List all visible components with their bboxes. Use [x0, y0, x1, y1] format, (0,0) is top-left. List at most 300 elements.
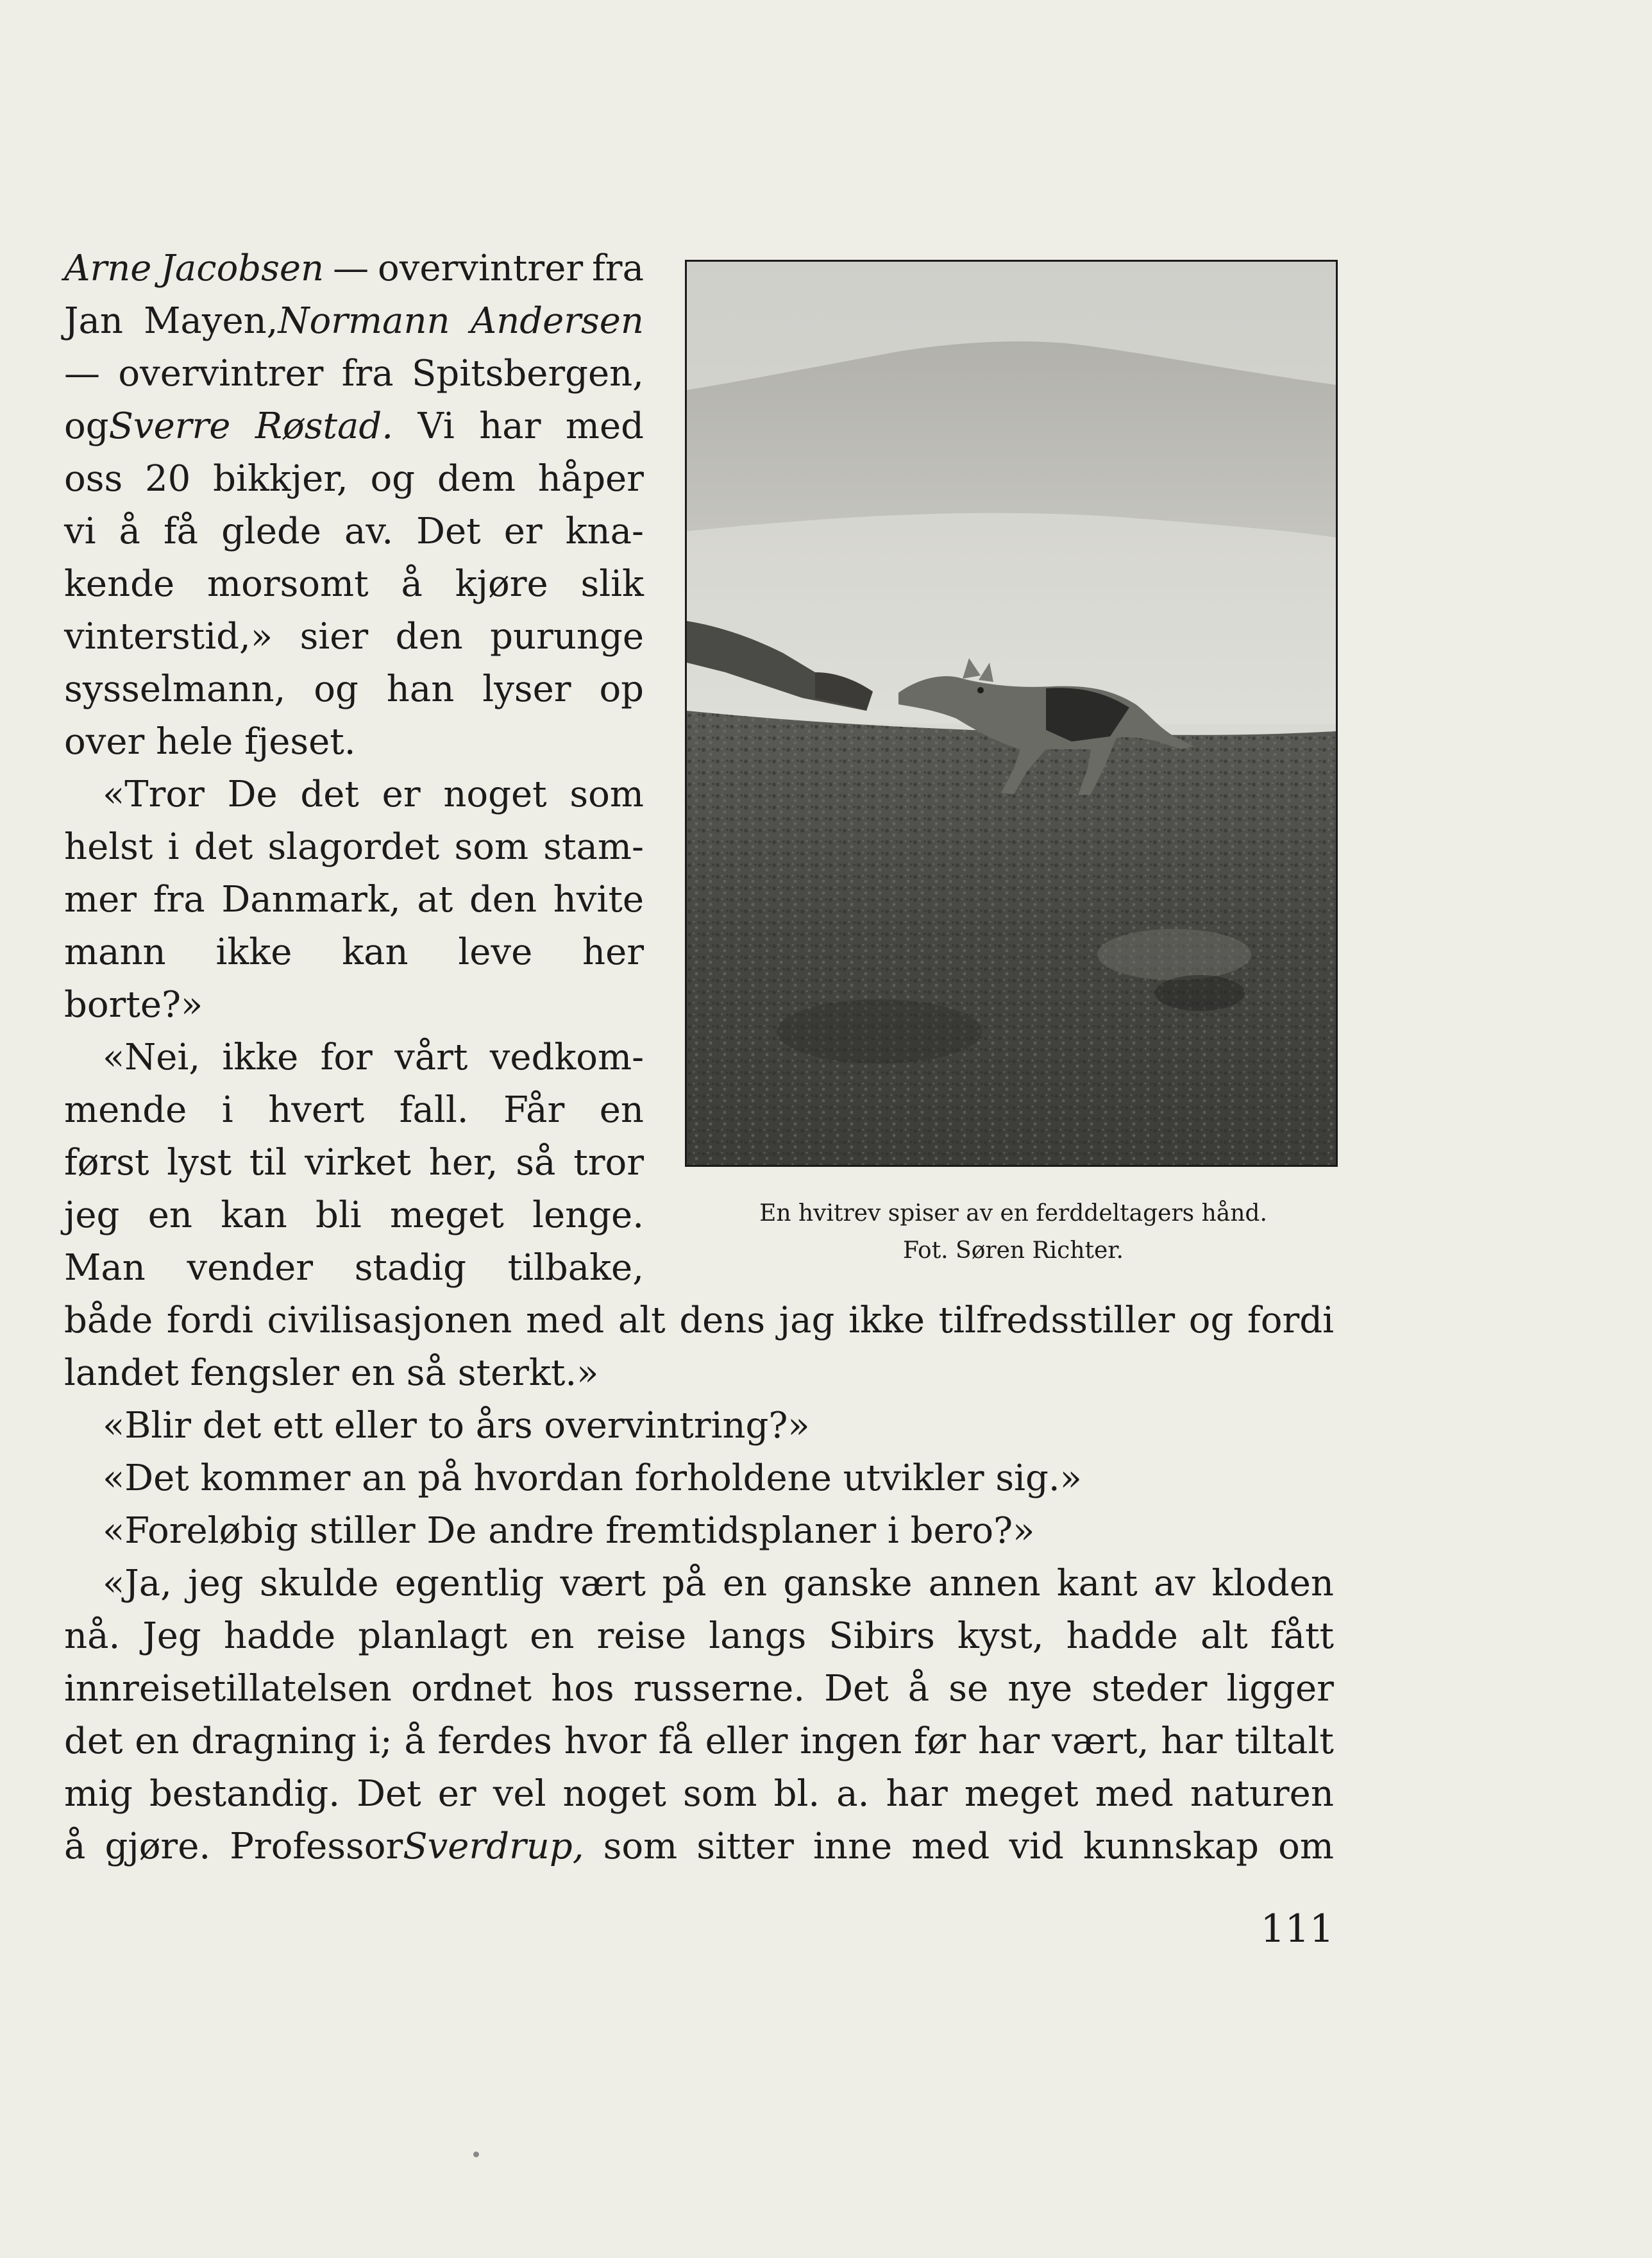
- word: [333, 242, 369, 295]
- text-run: noget: [443, 774, 547, 815]
- text-run: å: [404, 1720, 426, 1762]
- text-run: kunnskap: [1083, 1826, 1260, 1867]
- text-line: [64, 663, 644, 716]
- text-run: «Det kommer an på hvordan forholdene utvikler sig.»: [103, 1457, 1082, 1499]
- text-run: på: [662, 1563, 707, 1604]
- word: [662, 1558, 706, 1610]
- word: [659, 1715, 693, 1768]
- word: [188, 1558, 243, 1610]
- text-run: Jeg: [142, 1615, 201, 1657]
- text-line: [103, 1505, 1372, 1558]
- text-run: landet fengsler en så sterkt.»: [64, 1352, 599, 1394]
- word: [342, 348, 394, 400]
- text-run: vært: [560, 1563, 646, 1604]
- word: [153, 874, 205, 926]
- text-run: å: [907, 1668, 930, 1710]
- text-run: «Tror: [103, 774, 205, 815]
- text-run: bli: [316, 1194, 362, 1236]
- word: [543, 821, 644, 874]
- text-run: å: [64, 1826, 86, 1867]
- word: [119, 505, 140, 558]
- text-run: få: [163, 511, 199, 552]
- word: [566, 400, 644, 453]
- text-run: virket: [305, 1142, 411, 1184]
- word: [443, 768, 546, 821]
- text-run: egentlig: [394, 1563, 544, 1604]
- text-line: [64, 1137, 644, 1189]
- word: [836, 1768, 869, 1821]
- text-run: «Ja,: [103, 1563, 172, 1604]
- text-run: her: [582, 931, 644, 973]
- text-run: er: [382, 774, 421, 815]
- word: [103, 1031, 200, 1084]
- word: [268, 1084, 364, 1137]
- text-run: hvite: [553, 879, 644, 921]
- word: [358, 1610, 507, 1663]
- word: [490, 1031, 644, 1084]
- text-run: er: [503, 511, 543, 552]
- word: [64, 348, 100, 400]
- text-run: «Nei,: [103, 1037, 201, 1078]
- text-run: annen: [928, 1563, 1041, 1604]
- word: [683, 1768, 757, 1821]
- italic-name: Sverre: [108, 405, 231, 447]
- text-run: som: [682, 1773, 757, 1815]
- word: [566, 505, 644, 558]
- text-run: russerne.: [633, 1668, 805, 1710]
- word: [829, 1610, 935, 1663]
- word: [551, 1663, 614, 1715]
- word: [696, 1821, 794, 1873]
- word: [378, 242, 583, 295]
- word: [800, 1715, 902, 1768]
- word: [813, 1821, 892, 1873]
- text-run: med: [526, 1300, 605, 1341]
- text-line: [64, 1347, 1334, 1400]
- word: [412, 348, 644, 400]
- word: [167, 1295, 253, 1347]
- text-run: overvintrer: [118, 353, 324, 395]
- text-run: en: [135, 1720, 180, 1762]
- text-run: tilfredsstiller: [938, 1300, 1176, 1341]
- photo-caption: En hvitrev spiser av en ferddeltagers hånd.: [759, 1200, 1267, 1227]
- word: [848, 1295, 925, 1347]
- word: [1226, 1663, 1333, 1715]
- word: [395, 1558, 544, 1610]
- word: [1278, 1821, 1334, 1873]
- word: [382, 768, 421, 821]
- word: [64, 1821, 85, 1873]
- italic-name: Normann: [278, 300, 450, 342]
- text-run: ligger: [1226, 1668, 1334, 1710]
- text-run: i: [167, 826, 180, 868]
- text-run: mig: [64, 1773, 133, 1815]
- word: [600, 1084, 644, 1137]
- text-run: for: [320, 1037, 373, 1078]
- text-run: vender: [187, 1247, 314, 1289]
- word: [64, 926, 166, 979]
- text-line: [64, 242, 644, 295]
- word: [469, 874, 537, 926]
- photograph: [685, 260, 1338, 1167]
- text-run: med: [565, 405, 644, 447]
- text-run: Man: [64, 1247, 146, 1289]
- text-run: civilisasjonen: [267, 1300, 512, 1341]
- text-run: med: [1095, 1773, 1174, 1815]
- text-run: dens: [679, 1300, 766, 1341]
- word: [213, 453, 348, 505]
- word: [599, 663, 644, 716]
- text-run: hos: [551, 1668, 614, 1710]
- word: [530, 1610, 574, 1663]
- word: [305, 1137, 411, 1189]
- text-run: Jan: [64, 300, 123, 342]
- word: [404, 1715, 425, 1768]
- word: [316, 1189, 362, 1242]
- text-run: glede: [221, 511, 321, 552]
- word: [592, 242, 644, 295]
- text-run: det: [194, 826, 253, 868]
- word: [105, 1821, 211, 1873]
- text-line: [64, 505, 644, 558]
- word: [221, 1189, 287, 1242]
- word: [774, 1768, 820, 1821]
- text-run: Professor: [230, 1826, 403, 1867]
- word: [580, 558, 644, 611]
- word: [64, 1768, 133, 1821]
- italic-name: Jacobsen: [160, 248, 324, 289]
- text-run: meget: [964, 1773, 1079, 1815]
- text-run: mende: [64, 1089, 187, 1131]
- word: [167, 1137, 232, 1189]
- text-run: kloden: [1211, 1563, 1334, 1604]
- text-run: og: [370, 458, 416, 500]
- word: [618, 1295, 666, 1347]
- text-run: vedkom-: [489, 1037, 644, 1078]
- text-run: vinterstid,»: [64, 616, 273, 658]
- text-line: [64, 716, 644, 768]
- text-run: har: [479, 405, 541, 447]
- text-line: [103, 1400, 1372, 1452]
- word: [957, 1610, 1044, 1663]
- text-run: tiltalt: [1235, 1720, 1334, 1762]
- text-line: [64, 1295, 1334, 1347]
- text-run: over hele fjeset.: [64, 721, 356, 763]
- word: [455, 821, 529, 874]
- word: [504, 505, 543, 558]
- text-line: [64, 558, 644, 611]
- word: [168, 821, 180, 874]
- text-run: —: [64, 353, 100, 395]
- word: [965, 1768, 1079, 1821]
- word: [300, 611, 369, 663]
- text-run: planlagt: [358, 1615, 508, 1657]
- word: [538, 453, 644, 505]
- text-line: [64, 611, 644, 663]
- text-run: først: [64, 1142, 149, 1184]
- text-line: [64, 1768, 1334, 1821]
- text-line: [64, 348, 644, 400]
- text-run: gjøre.: [105, 1826, 211, 1867]
- text-run: som: [454, 826, 529, 868]
- word: [64, 558, 174, 611]
- word: [357, 1768, 421, 1821]
- text-run: Det: [416, 511, 481, 552]
- word: [709, 1610, 806, 1663]
- text-run: nye: [1007, 1668, 1073, 1710]
- word: [64, 400, 230, 453]
- text-run: se: [948, 1668, 989, 1710]
- text-run: Mayen,: [144, 300, 278, 342]
- text-run: ferdes: [437, 1720, 552, 1762]
- text-run: Sibirs: [829, 1615, 935, 1657]
- word: [187, 1242, 313, 1295]
- word: [222, 1084, 233, 1137]
- text-run: i: [221, 1089, 233, 1131]
- text-run: Får: [503, 1089, 565, 1131]
- word: [471, 295, 644, 348]
- word: [321, 1031, 373, 1084]
- word: [458, 926, 532, 979]
- text-run: ingen: [800, 1720, 902, 1762]
- word: [438, 1768, 476, 1821]
- word: [455, 558, 548, 611]
- text-run: kan: [342, 931, 409, 973]
- text-run: kende: [64, 563, 175, 605]
- paper-speck: [473, 2152, 479, 2157]
- word: [267, 821, 439, 874]
- word: [1270, 1610, 1334, 1663]
- word: [64, 1295, 153, 1347]
- text-run: og: [1188, 1300, 1234, 1341]
- word: [908, 1663, 929, 1715]
- text-run: —: [333, 248, 369, 289]
- text-run: meget: [390, 1194, 504, 1236]
- word: [679, 1295, 765, 1347]
- text-run: «Foreløbig stiller De andre fremtidsplaner i bero?»: [103, 1510, 1035, 1552]
- text-line: [64, 295, 644, 348]
- word: [553, 874, 644, 926]
- text-run: vel: [493, 1773, 546, 1815]
- word: [64, 1610, 120, 1663]
- text-run: er: [437, 1773, 476, 1815]
- text-run: «Blir det ett eller to års overvintring?»: [103, 1405, 810, 1447]
- word: [207, 558, 369, 611]
- page-number: 111: [1260, 1906, 1334, 1951]
- text-run: mann: [64, 931, 166, 973]
- text-line: [64, 1610, 1334, 1663]
- text-line: [64, 453, 644, 505]
- word: [64, 1084, 187, 1137]
- word: [64, 453, 122, 505]
- word: [64, 1715, 123, 1768]
- word: [1154, 1558, 1195, 1610]
- text-run: slagordet: [267, 826, 440, 868]
- text-run: her,: [428, 1142, 498, 1184]
- text-line: [64, 400, 644, 453]
- text-run: fordi: [1247, 1300, 1334, 1341]
- word: [145, 453, 190, 505]
- text-run: op: [599, 668, 644, 710]
- word: [267, 1295, 512, 1347]
- text-run: a.: [836, 1773, 870, 1815]
- text-line: [103, 1452, 1372, 1505]
- word: [417, 874, 453, 926]
- photo-credit: Fot. Søren Richter.: [903, 1237, 1124, 1264]
- text-run: morsomt: [206, 563, 369, 605]
- text-run: sier: [299, 616, 369, 658]
- word: [886, 1768, 948, 1821]
- text-run: å: [119, 511, 140, 552]
- text-run: før: [914, 1720, 966, 1762]
- text-run: helst: [64, 826, 153, 868]
- word: [1009, 1821, 1063, 1873]
- text-run: fra: [592, 248, 644, 289]
- word: [142, 1610, 201, 1663]
- word: [705, 1715, 788, 1768]
- word: [194, 821, 253, 874]
- fox-photo-illustration: [687, 262, 1336, 1165]
- text-run: slik: [580, 563, 644, 605]
- text-run: har: [978, 1720, 1040, 1762]
- text-line: [103, 768, 644, 821]
- text-line: [64, 1242, 644, 1295]
- word: [64, 1663, 392, 1715]
- word: [64, 663, 285, 716]
- word: [1066, 1610, 1178, 1663]
- text-line: [64, 979, 644, 1031]
- text-run: langs: [709, 1615, 807, 1657]
- word: [603, 1821, 678, 1873]
- word: [429, 1137, 498, 1189]
- text-run: om: [1278, 1826, 1334, 1867]
- text-run: naturen: [1190, 1773, 1334, 1815]
- text-run: tilbake,: [507, 1247, 644, 1289]
- text-run: overvintrer: [378, 248, 584, 289]
- word: [370, 453, 415, 505]
- text-run: fordi: [166, 1300, 253, 1341]
- word: [228, 768, 278, 821]
- text-line: [64, 821, 644, 874]
- text-line: [103, 1558, 1334, 1610]
- word: [149, 1768, 340, 1821]
- text-run: mer: [64, 879, 137, 921]
- text-run: og: [64, 405, 109, 447]
- word: [490, 611, 644, 663]
- word: [221, 505, 321, 558]
- word: [978, 1715, 1040, 1768]
- italic-name: Røstad.: [255, 405, 394, 447]
- text-run: hvert: [268, 1089, 365, 1131]
- word: [569, 768, 644, 821]
- text-run: vi: [64, 511, 96, 552]
- text-run: tror: [573, 1142, 644, 1184]
- text-line: [64, 1084, 644, 1137]
- word: [215, 926, 292, 979]
- word: [560, 1558, 646, 1610]
- text-run: dem: [437, 458, 516, 500]
- text-run: av: [1154, 1563, 1196, 1604]
- word: [1057, 1558, 1138, 1610]
- word: [390, 1189, 504, 1242]
- word: [396, 611, 463, 663]
- word: [503, 1084, 564, 1137]
- word: [939, 1295, 1175, 1347]
- word: [1095, 1768, 1174, 1821]
- text-line: [64, 1663, 1334, 1715]
- text-run: til: [249, 1142, 287, 1184]
- word: [135, 1715, 179, 1768]
- word: [64, 874, 137, 926]
- text-line: [103, 1031, 644, 1084]
- word: [222, 1031, 298, 1084]
- text-run: innreisetillatelsen: [64, 1668, 392, 1710]
- word: [342, 926, 408, 979]
- text-run: en: [599, 1089, 644, 1131]
- text-run: så: [516, 1142, 556, 1184]
- word: [1190, 1768, 1334, 1821]
- word: [479, 400, 541, 453]
- text-run: Spitsbergen,: [411, 353, 644, 395]
- text-run: at: [417, 879, 453, 921]
- word: [64, 242, 151, 295]
- italic-name: Sverdrup,: [403, 1826, 584, 1867]
- text-run: en: [530, 1615, 575, 1657]
- text-run: eller: [705, 1720, 788, 1762]
- word: [394, 1031, 468, 1084]
- text-run: av.: [344, 511, 394, 552]
- text-run: vært,: [1052, 1720, 1149, 1762]
- text-run: sysselmann,: [64, 668, 286, 710]
- word: [400, 1084, 469, 1137]
- word: [783, 1558, 912, 1610]
- word: [1189, 1295, 1234, 1347]
- text-run: Det: [824, 1668, 889, 1710]
- text-run: dragning: [191, 1720, 357, 1762]
- word: [224, 1610, 335, 1663]
- text-run: vårt: [394, 1037, 468, 1078]
- text-line: [64, 1715, 1334, 1768]
- word: [582, 926, 644, 979]
- text-run: den: [395, 616, 463, 658]
- italic-name: Andersen: [470, 300, 644, 342]
- word: [387, 663, 455, 716]
- word: [1052, 1715, 1149, 1768]
- word: [355, 1242, 466, 1295]
- text-run: med: [911, 1826, 990, 1867]
- word: [1211, 1558, 1334, 1610]
- text-line: [64, 926, 644, 979]
- word: [160, 242, 324, 295]
- word: [191, 1715, 357, 1768]
- text-run: kna-: [565, 511, 644, 552]
- text-run: fra: [153, 879, 205, 921]
- word: [1201, 1610, 1248, 1663]
- text-run: det: [300, 774, 359, 815]
- word: [411, 1663, 532, 1715]
- word: [914, 1715, 966, 1768]
- text-run: reise: [596, 1615, 687, 1657]
- text-run: ganske: [783, 1563, 913, 1604]
- word: [64, 1242, 146, 1295]
- text-run: De: [227, 774, 278, 815]
- text-run: skulde: [259, 1563, 379, 1604]
- word: [563, 1768, 666, 1821]
- word: [1083, 1821, 1259, 1873]
- word: [417, 400, 454, 453]
- text-run: kyst,: [957, 1615, 1044, 1657]
- word: [911, 1821, 990, 1873]
